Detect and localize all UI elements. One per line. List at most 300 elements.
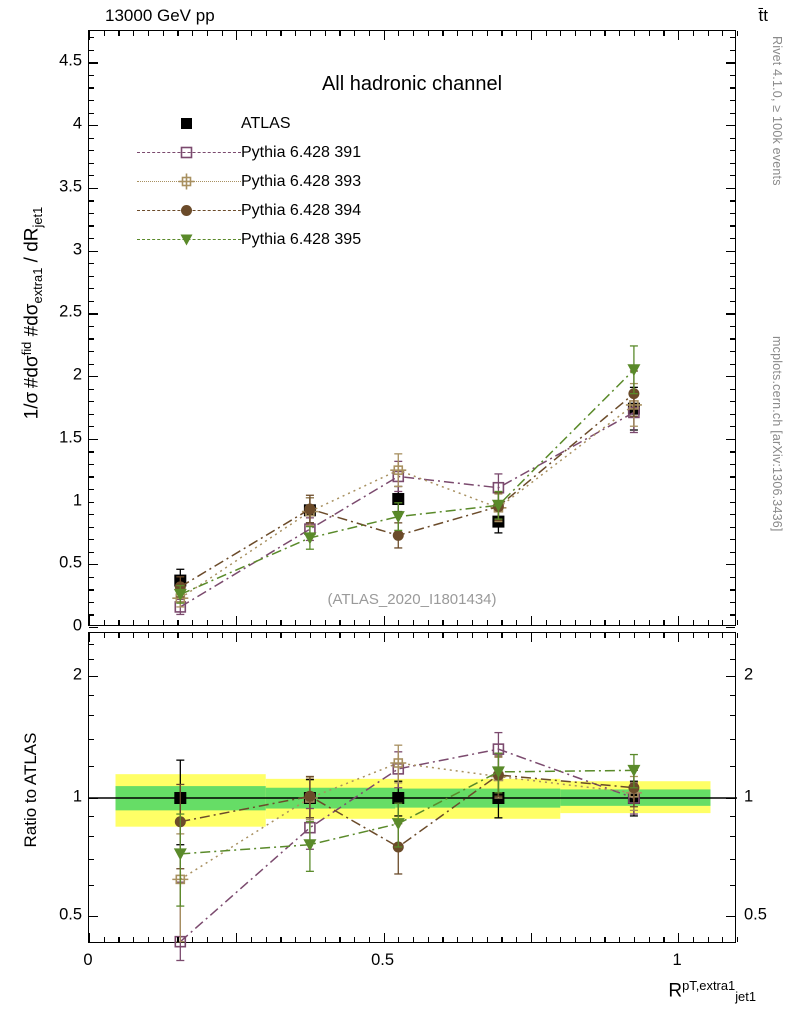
main-x-tick-top <box>384 31 385 40</box>
ratio-x-tick-top <box>457 633 458 638</box>
main-y-tick-right <box>730 100 735 101</box>
ratio-x-tick-top <box>693 633 694 638</box>
main-x-tick-top <box>678 31 679 40</box>
main-x-tick <box>192 620 193 625</box>
main-y-tick <box>89 100 94 101</box>
ratio-x-tick <box>575 937 576 942</box>
main-y-tick-label: 4.5 <box>59 51 82 70</box>
ratio-x-tick <box>428 937 429 942</box>
main-x-tick-top <box>280 31 281 36</box>
main-y-tick-label: 1 <box>72 491 82 510</box>
main-y-tick <box>89 552 94 553</box>
main-x-tick <box>163 620 164 625</box>
main-y-tick-right <box>730 351 735 352</box>
main-x-tick-top <box>546 31 547 36</box>
ratio-x-tick-top <box>325 633 326 638</box>
ratio-x-tick <box>678 933 679 942</box>
ratio-y-tick-right <box>730 695 735 696</box>
main-x-tick-top <box>501 31 502 36</box>
main-y-tick <box>89 288 94 289</box>
main-x-tick <box>413 620 414 625</box>
main-x-tick-top <box>575 31 576 36</box>
main-y-tick-right <box>730 364 735 365</box>
main-y-tick <box>89 602 94 603</box>
main-x-tick <box>546 620 547 625</box>
main-y-tick-label: 0 <box>72 616 82 635</box>
ratio-x-tick-top <box>472 633 473 638</box>
main-data-layer <box>89 31 737 627</box>
main-x-tick-top <box>531 31 532 40</box>
x-axis-title-main: R <box>668 980 683 1002</box>
main-x-tick <box>663 620 664 625</box>
main-x-tick-top <box>619 31 620 36</box>
main-x-tick-top <box>442 31 443 36</box>
ratio-x-tick <box>339 937 340 942</box>
main-x-tick <box>369 620 370 625</box>
ratio-x-tick-top <box>649 633 650 638</box>
ratio-x-tick <box>384 933 385 942</box>
main-x-tick <box>678 616 679 625</box>
main-x-tick-top <box>148 31 149 36</box>
main-x-tick-top <box>413 31 414 36</box>
main-y-tick-right <box>726 564 735 565</box>
ratio-x-tick-top <box>560 633 561 638</box>
main-x-tick-top <box>560 31 561 36</box>
ratio-y-tick <box>89 659 94 660</box>
ratio-x-tick-top <box>590 633 591 638</box>
main-y-tick <box>89 200 94 201</box>
ratio-x-tick-top <box>604 633 605 638</box>
ratio-y-tick <box>89 798 98 799</box>
main-x-tick <box>118 620 119 625</box>
main-x-tick-top <box>604 31 605 36</box>
legend-label-atlas: ATLAS <box>241 114 291 132</box>
ratio-x-tick <box>472 937 473 942</box>
ratio-x-tick-top <box>295 633 296 638</box>
main-y-tick <box>89 489 94 490</box>
main-y-tick-right <box>730 200 735 201</box>
ratio-x-tick-top <box>177 633 178 638</box>
analysis-id-watermark: (ATLAS_2020_I1801434) <box>327 591 497 608</box>
main-x-tick-top <box>266 31 267 36</box>
main-x-tick <box>722 620 723 625</box>
ratio-y-tick-right <box>730 644 735 645</box>
main-x-tick <box>590 620 591 625</box>
header-left-label: 13000 GeV pp <box>105 6 215 25</box>
ratio-x-tick-top <box>398 633 399 638</box>
main-y-tick-right <box>730 75 735 76</box>
main-y-tick <box>89 351 94 352</box>
main-x-tick-top <box>207 31 208 36</box>
main-y-tick <box>89 414 94 415</box>
main-y-tick-right <box>730 288 735 289</box>
main-y-tick-right <box>726 376 735 377</box>
ratio-x-tick <box>501 937 502 942</box>
ratio-y-tick-label: 1 <box>72 787 82 806</box>
main-x-tick-top <box>354 31 355 36</box>
ratio-x-tick-top <box>678 633 679 642</box>
ratio-x-tick-top <box>546 633 547 638</box>
main-y-tick-right <box>730 150 735 151</box>
main-x-tick <box>575 620 576 625</box>
ratio-y-tick <box>89 715 94 716</box>
ratio-plot-panel <box>88 632 736 943</box>
ratio-x-tick <box>207 937 208 942</box>
ratio-x-tick <box>590 937 591 942</box>
ratio-x-tick <box>604 937 605 942</box>
main-y-tick-right <box>730 589 735 590</box>
main-y-tick <box>89 464 94 465</box>
main-y-tick <box>89 401 94 402</box>
main-x-tick <box>634 620 635 625</box>
ratio-x-tick <box>413 937 414 942</box>
ratio-x-tick-top <box>148 633 149 638</box>
main-x-tick-top <box>339 31 340 36</box>
main-x-tick <box>398 620 399 625</box>
x-axis-title <box>668 978 756 1004</box>
main-x-tick-top <box>457 31 458 36</box>
main-y-tick-right <box>730 602 735 603</box>
main-x-tick-top <box>487 31 488 36</box>
main-x-tick-top <box>104 31 105 36</box>
ratio-x-tick <box>737 937 738 942</box>
main-y-tick <box>89 238 94 239</box>
main-y-tick-right <box>730 50 735 51</box>
main-x-tick-top <box>133 31 134 36</box>
ratio-x-tick <box>560 937 561 942</box>
main-x-tick-top <box>516 31 517 36</box>
legend-label-pythia-391: Pythia 6.428 391 <box>241 143 362 161</box>
main-x-tick-top <box>251 31 252 36</box>
ratio-x-tick <box>133 937 134 942</box>
main-y-tick-label: 1.5 <box>59 428 82 447</box>
main-y-tick <box>89 113 94 114</box>
ratio-x-tick-top <box>442 633 443 638</box>
ratio-x-tick <box>649 937 650 942</box>
main-y-tick-right <box>726 62 735 63</box>
ratio-y-tick <box>89 766 94 767</box>
main-y-tick <box>89 87 94 88</box>
main-y-tick-right <box>730 389 735 390</box>
ratio-x-tick <box>634 937 635 942</box>
main-x-tick-top <box>163 31 164 36</box>
ratio-x-tick-top <box>428 633 429 638</box>
main-y-tick <box>89 213 94 214</box>
main-y-tick <box>89 301 94 302</box>
ratio-x-tick-top <box>487 633 488 638</box>
legend-label-pythia-393: Pythia 6.428 393 <box>241 172 362 190</box>
ratio-x-tick-top <box>310 633 311 638</box>
main-y-tick-right <box>730 163 735 164</box>
main-y-tick-label: 4 <box>72 114 82 133</box>
ratio-y-tick <box>89 676 98 677</box>
main-y-tick <box>89 163 94 164</box>
ratio-x-tick <box>104 937 105 942</box>
main-x-tick-top <box>663 31 664 36</box>
main-y-tick-right <box>730 225 735 226</box>
ratio-x-tick-top <box>708 633 709 638</box>
main-x-tick <box>354 620 355 625</box>
ratio-x-tick <box>192 937 193 942</box>
ratio-x-tick <box>295 937 296 942</box>
ratio-x-tick <box>118 937 119 942</box>
main-y-tick-right <box>730 87 735 88</box>
main-y-tick-label: 3 <box>72 240 82 259</box>
main-y-tick-right <box>730 238 735 239</box>
ratio-x-tick-top <box>384 633 385 642</box>
main-y-tick-right <box>730 113 735 114</box>
ratio-y-tick-right <box>730 836 735 837</box>
main-y-tick <box>89 476 94 477</box>
main-y-tick-right <box>730 401 735 402</box>
ratio-x-tick-top <box>89 633 90 642</box>
main-x-tick <box>89 616 90 625</box>
main-x-tick <box>708 620 709 625</box>
main-x-tick <box>457 620 458 625</box>
ratio-y-tick <box>89 816 94 817</box>
ratio-x-tick <box>325 937 326 942</box>
ratio-x-tick <box>663 937 664 942</box>
main-y-tick-right <box>730 614 735 615</box>
x-tick-label: 1 <box>672 951 682 969</box>
main-y-tick-right <box>726 439 735 440</box>
ratio-x-tick-top <box>531 633 532 642</box>
main-y-tick <box>89 150 94 151</box>
ratio-x-tick-top <box>516 633 517 638</box>
main-y-tick-right <box>730 213 735 214</box>
main-y-tick-right <box>730 263 735 264</box>
ratio-y-axis-title-text: Ratio to ATLAS <box>21 732 40 848</box>
ratio-x-tick-top <box>251 633 252 638</box>
ratio-x-tick <box>280 937 281 942</box>
legend-label-pythia-394: Pythia 6.428 394 <box>241 201 362 219</box>
ratio-x-tick <box>236 933 237 942</box>
ratio-x-tick <box>266 937 267 942</box>
ratio-y-tick-right <box>726 676 735 677</box>
main-y-tick-right <box>726 313 735 314</box>
main-y-tick <box>89 313 98 314</box>
main-x-tick-top <box>590 31 591 36</box>
main-y-tick-label: 2.5 <box>59 302 82 321</box>
ratio-x-tick <box>354 937 355 942</box>
main-x-tick <box>737 620 738 625</box>
main-x-tick-top <box>398 31 399 36</box>
main-y-tick-right <box>730 514 735 515</box>
ratio-y-tick-label: 0.5 <box>59 905 82 924</box>
chart-title: All hadronic channel <box>321 73 503 95</box>
ratio-y-tick-label-right: 0.5 <box>744 905 767 924</box>
main-x-tick <box>693 620 694 625</box>
ratio-x-tick-top <box>369 633 370 638</box>
x-tick-label: 0 <box>83 951 93 969</box>
main-y-tick <box>89 138 94 139</box>
main-y-tick-right <box>730 464 735 465</box>
main-y-tick <box>89 125 98 126</box>
main-y-tick-right <box>730 426 735 427</box>
main-x-tick-top <box>708 31 709 36</box>
main-x-tick-top <box>118 31 119 36</box>
main-y-tick <box>89 577 94 578</box>
main-x-tick-top <box>693 31 694 36</box>
ratio-y-tick-right <box>730 885 735 886</box>
main-y-tick-right <box>730 326 735 327</box>
ratio-y-tick-right <box>730 816 735 817</box>
main-y-tick <box>89 389 94 390</box>
ratio-y-tick <box>89 859 94 860</box>
ratio-x-tick-top <box>266 633 267 638</box>
ratio-y-tick-label: 2 <box>72 665 82 684</box>
ratio-y-tick <box>89 695 94 696</box>
ratio-x-tick <box>619 937 620 942</box>
main-y-tick-label: 2 <box>72 365 82 384</box>
ratio-x-tick <box>251 937 252 942</box>
main-y-tick <box>89 589 94 590</box>
main-x-tick-top <box>192 31 193 36</box>
main-y-tick <box>89 364 94 365</box>
mcplots-reference-label: mcplots.cern.ch [arXiv:1306.3436] <box>770 336 784 532</box>
ratio-x-tick-top <box>163 633 164 638</box>
main-y-tick <box>89 62 98 63</box>
main-y-tick <box>89 514 94 515</box>
ratio-x-tick-top <box>339 633 340 638</box>
main-x-tick-top <box>634 31 635 36</box>
main-y-tick-right <box>726 627 735 628</box>
main-y-tick-right <box>730 489 735 490</box>
main-y-tick-right <box>726 188 735 189</box>
ratio-x-tick-top <box>722 633 723 638</box>
main-x-tick <box>177 620 178 625</box>
ratio-x-tick <box>531 933 532 942</box>
main-x-tick <box>442 620 443 625</box>
main-y-tick-right <box>730 414 735 415</box>
main-y-tick-right <box>726 251 735 252</box>
ratio-x-tick <box>163 937 164 942</box>
main-y-tick-label: 0.5 <box>59 553 82 572</box>
main-y-tick <box>89 276 94 277</box>
main-y-tick <box>89 376 98 377</box>
ratio-x-tick <box>487 937 488 942</box>
ratio-x-tick <box>546 937 547 942</box>
ratio-y-tick-right <box>730 766 735 767</box>
main-y-tick-right <box>730 552 735 553</box>
main-x-tick-top <box>89 31 90 40</box>
main-y-tick-right <box>730 338 735 339</box>
main-y-tick <box>89 225 94 226</box>
main-x-tick <box>295 620 296 625</box>
main-y-tick <box>89 426 94 427</box>
ratio-x-tick <box>516 937 517 942</box>
main-x-tick <box>148 620 149 625</box>
main-y-tick-right <box>730 527 735 528</box>
main-x-tick <box>104 620 105 625</box>
main-x-tick-top <box>722 31 723 36</box>
ratio-y-tick <box>89 916 98 917</box>
main-x-tick-top <box>236 31 237 40</box>
rivet-version-label: Rivet 4.1.0, ≥ 100k events <box>770 36 784 186</box>
ratio-y-tick <box>89 836 94 837</box>
ratio-x-tick <box>222 937 223 942</box>
legend-label-pythia-395: Pythia 6.428 395 <box>241 230 362 248</box>
ratio-x-tick-top <box>236 633 237 642</box>
main-y-tick-right <box>730 476 735 477</box>
ratio-x-tick <box>693 937 694 942</box>
main-y-tick <box>89 251 98 252</box>
main-x-tick-top <box>649 31 650 36</box>
main-y-axis-title: 1/σ $\#d\sigma^{fid}$ $\#d\sigma_{extra1} / dR_{jet1}$ <box>19 206 45 420</box>
main-x-tick-top <box>737 31 738 36</box>
ratio-x-tick-top <box>663 633 664 638</box>
main-x-tick-top <box>310 31 311 36</box>
ratio-y-tick <box>89 885 94 886</box>
header-right-label: t̄t <box>758 6 768 25</box>
ratio-y-tick-right <box>726 798 735 799</box>
main-x-tick <box>560 620 561 625</box>
ratio-x-tick <box>457 937 458 942</box>
ratio-x-tick-top <box>354 633 355 638</box>
ratio-y-tick <box>89 739 94 740</box>
main-y-tick-label: 3.5 <box>59 177 82 196</box>
ratio-x-tick-top <box>634 633 635 638</box>
ratio-x-tick-top <box>280 633 281 638</box>
ratio-x-tick-top <box>222 633 223 638</box>
main-x-tick <box>207 620 208 625</box>
main-x-tick <box>501 620 502 625</box>
main-x-tick <box>619 620 620 625</box>
main-y-tick <box>89 451 94 452</box>
main-x-tick <box>236 616 237 625</box>
main-y-tick-right <box>730 301 735 302</box>
ratio-x-tick <box>708 937 709 942</box>
ratio-x-tick-top <box>413 633 414 638</box>
ratio-x-tick <box>310 937 311 942</box>
main-x-tick <box>325 620 326 625</box>
main-y-tick-right <box>730 276 735 277</box>
main-y-tick-right <box>730 37 735 38</box>
main-y-tick-right <box>730 577 735 578</box>
x-axis-title-sub: jet1 <box>735 988 756 1004</box>
main-y-tick <box>89 627 98 628</box>
main-x-tick <box>604 620 605 625</box>
main-x-tick-top <box>222 31 223 36</box>
main-x-tick-top <box>325 31 326 36</box>
main-y-tick-right <box>730 138 735 139</box>
ratio-x-tick <box>398 937 399 942</box>
main-y-tick <box>89 527 94 528</box>
ratio-x-tick <box>442 937 443 942</box>
ratio-y-tick-right <box>730 659 735 660</box>
x-tick-label: 0.5 <box>371 951 394 969</box>
ratio-y-tick-right <box>726 916 735 917</box>
ratio-x-tick-top <box>192 633 193 638</box>
ratio-x-tick-top <box>118 633 119 638</box>
main-y-tick-right <box>730 502 735 503</box>
main-x-tick <box>384 616 385 625</box>
ratio-x-tick-top <box>737 633 738 638</box>
ratio-y-tick-right <box>730 715 735 716</box>
ratio-x-tick-top <box>104 633 105 638</box>
main-x-tick <box>222 620 223 625</box>
main-x-tick <box>649 620 650 625</box>
main-y-tick <box>89 539 94 540</box>
main-x-tick-top <box>369 31 370 36</box>
main-y-tick <box>89 75 94 76</box>
ratio-x-tick <box>722 937 723 942</box>
main-y-tick-right <box>730 451 735 452</box>
ratio-x-tick-top <box>501 633 502 638</box>
main-y-tick-right <box>726 125 735 126</box>
ratio-y-tick <box>89 644 94 645</box>
main-y-tick-right <box>730 175 735 176</box>
